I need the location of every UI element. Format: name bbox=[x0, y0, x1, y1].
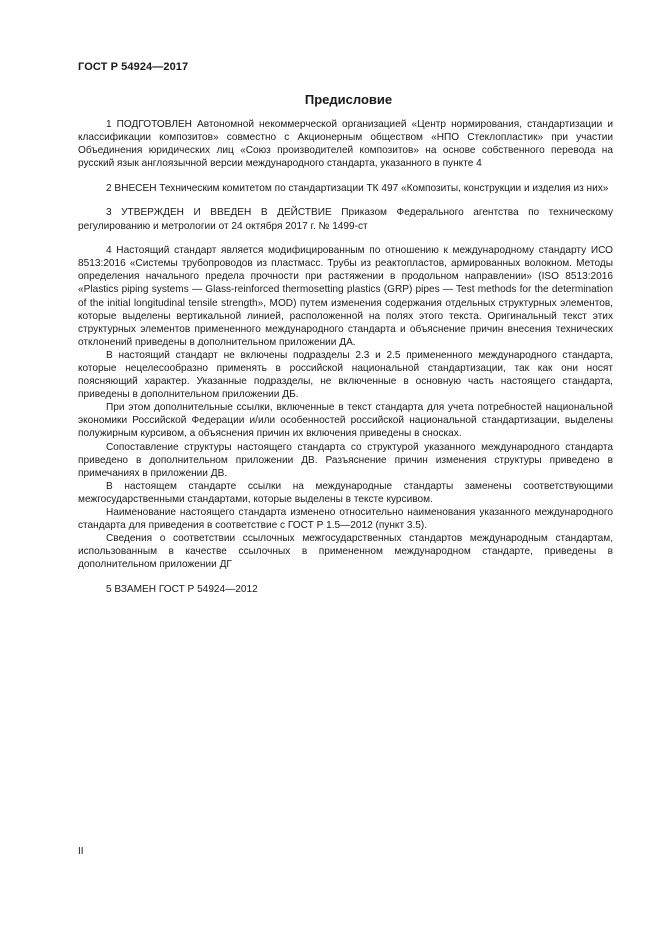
page-title: Предисловие bbox=[304, 92, 393, 107]
paragraph: 2 ВНЕСЕН Техническим комитетом по стандартизации ТК 497 «Композиты, конструкции и изделия из них» bbox=[106, 182, 609, 194]
section-1 bbox=[78, 118, 613, 170]
document-body bbox=[78, 118, 613, 608]
paragraph: При этом дополнительные ссылки, включенные в текст стандарта для учета потребностей национальной экономики Российской Федерации и/или особенностей российской национальной стандартизации, выделены полужирным курсивом, а объяснения причин их включения приведены в сносках. bbox=[78, 402, 613, 440]
paragraph: В настоящем стандарте ссылки на международные стандарты заменены соответствующими межгосударственными стандартами, которые выделены в тексте курсивом. bbox=[78, 480, 613, 505]
page-number: II bbox=[78, 846, 84, 857]
paragraph: 1 ПОДГОТОВЛЕН Автономной некоммерческой организацией «Центр нормирования, стандартизации и классификации композитов» совместно с Акционерным обществом «НПО Стеклопластик» при участии Объединения юридических лиц «Союз производителей композитов» на основе собственного перевода на русский язык англоязычной версии международного стандарта, указанного в пункте 4 bbox=[78, 119, 613, 170]
section-5 bbox=[78, 583, 613, 596]
paragraph: Сведения о соответствии ссылочных межгосударственных стандартов международным стандартам, использованным в качестве ссылочных в примененном международном стандарте, приведены в дополнительном приложении ДГ bbox=[78, 533, 613, 571]
paragraph: Сопоставление структуры настоящего стандарта со структурой указанного международного стандарта приведено в дополнительном приложении ДВ. Разъяснение причин изменения структуры приведено в примечаниях в приложении ДВ. bbox=[78, 441, 613, 479]
paragraph: 5 ВЗАМЕН ГОСТ Р 54924—2012 bbox=[106, 584, 258, 595]
document-id: ГОСТ Р 54924—2017 bbox=[78, 61, 189, 73]
paragraph: В настоящий стандарт не включены подразделы 2.3 и 2.5 примененного международного стандарта, которые нецелесообразно применять в российской национальной стандартизации, так как они носят поясняющий характер. Указанные подразделы, не включенные в основную часть настоящего стандарта, приведены в дополнительном приложении ДБ. bbox=[78, 349, 613, 401]
paragraph: Наименование настоящего стандарта изменено относительно наименования указанного международного стандарта для приведения в соответствие с ГОСТ Р 1.5—2012 (пункт 3.5). bbox=[78, 507, 613, 532]
paragraph: 3 УТВЕРЖДЕН И ВВЕДЕН В ДЕЙСТВИЕ Приказом Федерального агентства по техническому регулированию и метрологии от 24 октября 2017 г. № 1499-ст bbox=[78, 207, 613, 232]
paragraph: 4 Настоящий стандарт является модифицированным по отношению к международному стандарту ИСО 8513:2016 «Системы трубопроводов из пластмасс. Трубы из реактопластов, армированных волокном. Методы определения начального предела прочности при растяжении в продольном направлении» (ISO 8513:2016 «Plastics piping systems — Glass-reinforced thermosetting plastics (GRP) pipes — Test methods for the determination of the initial longitudinal tensile strength», MOD) путем изменения содержания отдельных структурных элементов, которые выделены вертикальной линией, расположенной на полях этого текста. Оригинальный текст этих структурных элементов примененного международного стандарта и объяснение причин внесения технических отклонений приведены в дополнительном приложении ДА. bbox=[78, 245, 613, 348]
section-4 bbox=[78, 244, 613, 571]
section-2 bbox=[78, 182, 613, 195]
section-3 bbox=[78, 206, 613, 232]
